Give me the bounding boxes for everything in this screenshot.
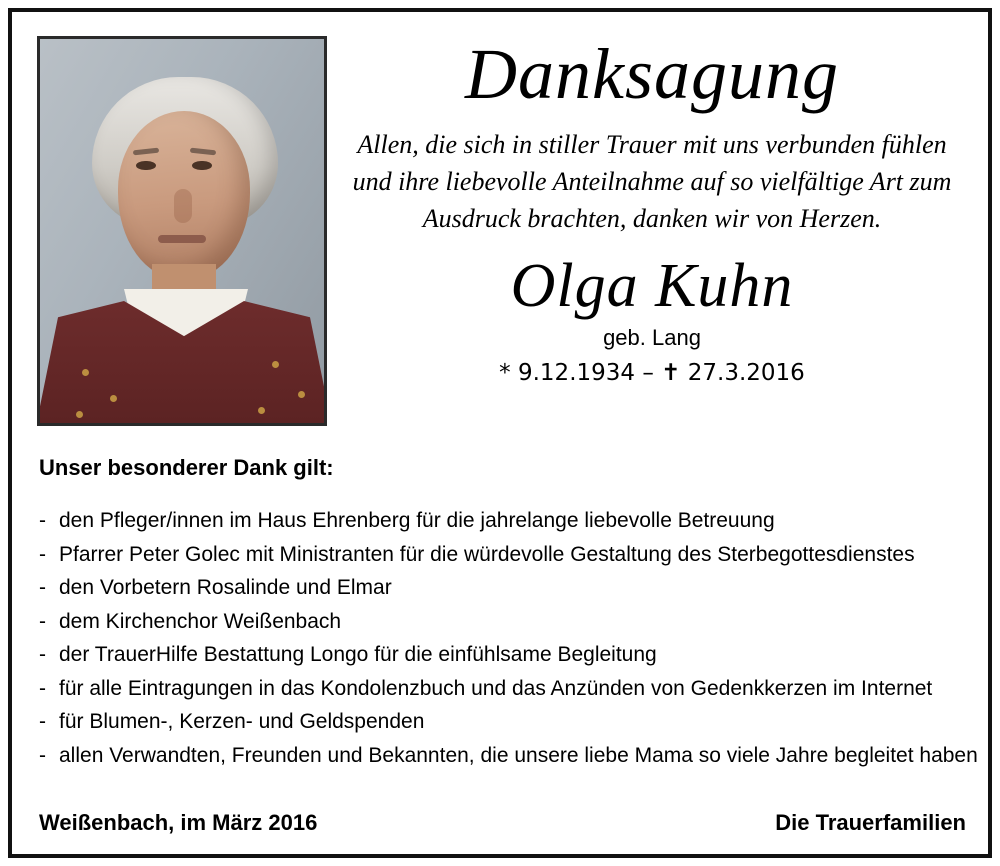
- cardigan-speck: [82, 369, 89, 376]
- list-item-label: für Blumen-, Kerzen- und Geldspenden: [59, 710, 425, 733]
- portrait-eye-right: [192, 161, 212, 170]
- list-item-label: der TrauerHilfe Bestattung Longo für die einfühlsame Begleitung: [59, 643, 657, 666]
- footer-signature: Die Trauerfamilien: [775, 810, 966, 835]
- list-item-label: den Vorbetern Rosalinde und Elmar: [59, 576, 392, 599]
- portrait-mouth: [158, 235, 206, 243]
- list-item-label: für alle Eintragungen in das Kondolenzbuch und das Anzünden von Gedenkkerzen im Internet: [59, 676, 933, 700]
- obituary-card: [8, 8, 992, 858]
- page-title: Danksagung: [465, 34, 839, 114]
- thanks-list: [39, 504, 978, 772]
- portrait-photo-image: [40, 39, 324, 423]
- portrait-photo: [37, 36, 327, 426]
- life-dates: * 9.12.1934 – ✝ 27.3.2016: [499, 360, 805, 386]
- list-item: [39, 605, 969, 639]
- cardigan-speck: [298, 391, 305, 398]
- list-bullet-dash: -: [39, 509, 46, 532]
- notice-header-block: [342, 34, 962, 389]
- deceased-name: Olga Kuhn: [510, 252, 794, 320]
- list-bullet-dash: -: [39, 710, 46, 733]
- list-item: [39, 739, 978, 773]
- list-item: [39, 538, 969, 572]
- list-item: [39, 638, 969, 672]
- thanks-heading: Unser besonderer Dank gilt:: [39, 455, 334, 480]
- list-item: [39, 672, 969, 706]
- footer-place-date: Weißenbach, im März 2016: [39, 810, 318, 835]
- cardigan-speck: [110, 395, 117, 402]
- obituary-inner: [12, 12, 988, 854]
- list-bullet-dash: -: [39, 743, 46, 767]
- portrait-eye-left: [136, 161, 156, 170]
- list-item: [39, 504, 969, 538]
- portrait-nose: [174, 189, 192, 223]
- list-item-label: allen Verwandten, Freunden und Bekannten, die unsere liebe Mama so viele Jahre begleitet haben: [59, 743, 978, 767]
- list-item: [39, 571, 969, 605]
- intro-text: Allen, die sich in stiller Trauer mit uns verbunden fühlen und ihre liebevolle Anteilnahme auf so vielfältige Art zum Ausdruck brachten, danken wir von Herzen.: [352, 130, 952, 233]
- list-item-label: Pfarrer Peter Golec mit Ministranten für die würdevolle Gestaltung des Sterbegottesdienstes: [59, 542, 915, 566]
- maiden-name: geb. Lang: [603, 325, 701, 350]
- list-item-label: den Pfleger/innen im Haus Ehrenberg für die jahrelange liebevolle Betreuung: [59, 509, 775, 532]
- list-item-label: dem Kirchenchor Weißenbach: [59, 609, 342, 633]
- list-bullet-dash: -: [39, 576, 46, 599]
- list-bullet-dash: -: [39, 643, 46, 666]
- cardigan-speck: [76, 411, 83, 418]
- list-bullet-dash: -: [39, 609, 46, 633]
- list-item: [39, 705, 969, 739]
- cardigan-speck: [272, 361, 279, 368]
- cardigan-speck: [258, 407, 265, 414]
- list-bullet-dash: -: [39, 542, 46, 566]
- list-bullet-dash: -: [39, 676, 46, 700]
